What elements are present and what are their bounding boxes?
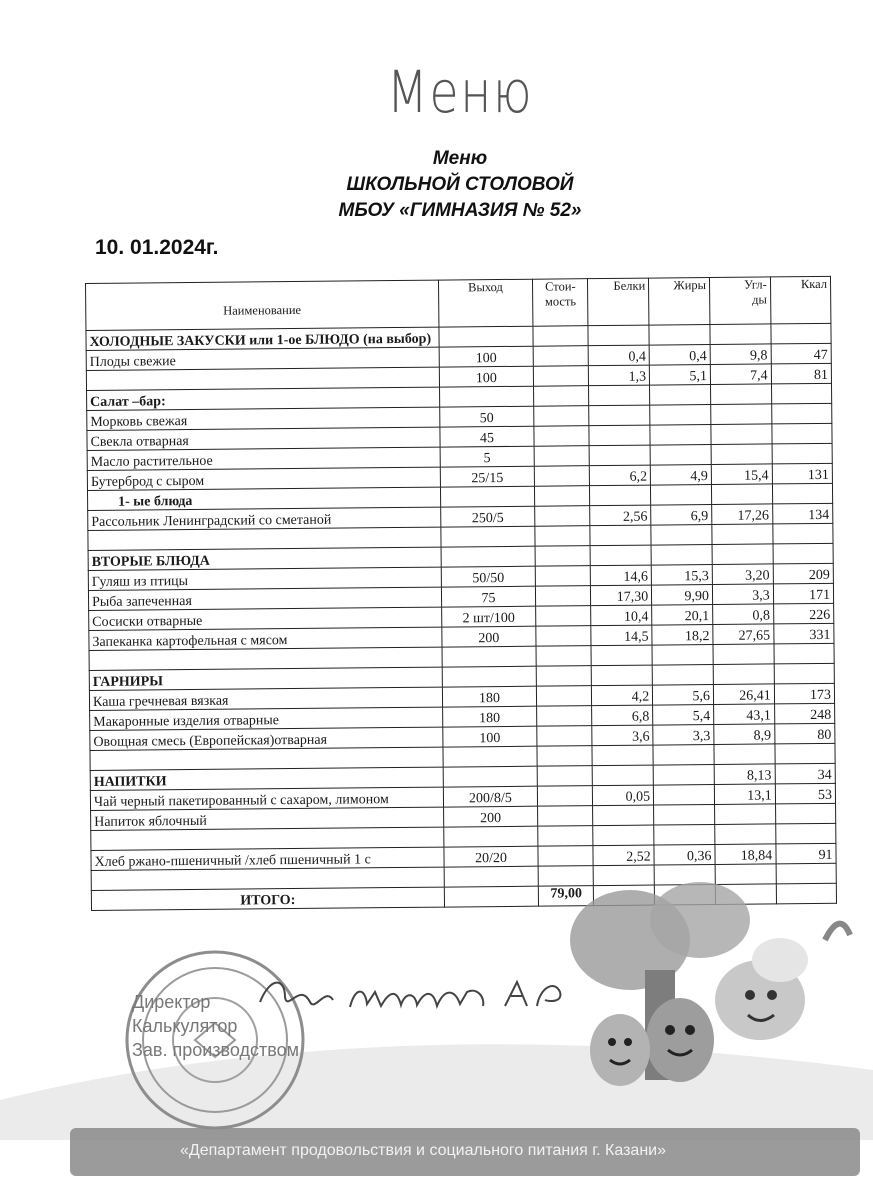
item-fat-cell <box>650 424 711 445</box>
item-carbs-cell: 9,8 <box>710 344 771 365</box>
item-cost-cell <box>536 646 591 667</box>
item-kcal-cell: 248 <box>774 703 834 724</box>
item-cost-cell <box>534 406 589 427</box>
item-kcal-cell <box>775 743 835 764</box>
item-fat-cell: 6,9 <box>651 504 712 525</box>
item-name-cell: Свекла отварная <box>87 427 440 450</box>
col-header-fat: Жиры <box>649 278 710 326</box>
item-carbs-cell: 3,3 <box>712 584 773 605</box>
director-label: Директор <box>132 992 211 1012</box>
item-name-cell: Рассольник Ленинградский со сметаной <box>88 507 441 530</box>
col-header-output: Выход <box>438 279 533 327</box>
item-carbs-cell: 43,1 <box>714 704 775 725</box>
item-output-cell <box>443 826 538 847</box>
item-cost-cell <box>536 666 591 687</box>
item-carbs-cell <box>711 484 772 505</box>
item-kcal-cell <box>772 483 832 504</box>
item-protein-cell: 1,3 <box>589 365 650 386</box>
item-name-cell: Рыба запеченная <box>88 587 441 610</box>
item-fat-cell: 5,1 <box>649 365 710 386</box>
total-empty-cell <box>444 886 539 907</box>
item-kcal-cell <box>773 543 833 564</box>
item-kcal-cell: 47 <box>771 343 831 364</box>
item-carbs-cell <box>710 384 771 405</box>
item-carbs-cell: 8,13 <box>714 764 775 785</box>
item-carbs-cell: 0,8 <box>713 604 774 625</box>
item-name-cell: Масло растительное <box>87 447 440 470</box>
item-output-cell <box>441 526 536 547</box>
item-carbs-cell: 13,1 <box>714 784 775 805</box>
item-protein-cell: 14,5 <box>591 625 652 646</box>
item-kcal-cell: 81 <box>771 363 831 384</box>
item-protein-cell <box>591 645 652 666</box>
item-fat-cell: 18,2 <box>652 624 713 645</box>
item-name-cell: Макаронные изделия отварные <box>90 707 443 730</box>
item-protein-cell <box>592 665 653 686</box>
item-carbs-cell: 17,26 <box>712 504 773 525</box>
item-carbs-cell: 26,41 <box>713 684 774 705</box>
item-fat-cell: 0,36 <box>654 844 715 865</box>
item-output-cell <box>439 326 534 347</box>
item-kcal-cell <box>772 423 832 444</box>
item-name-cell: Салат –бар: <box>87 387 440 410</box>
item-carbs-cell <box>712 524 773 545</box>
signature-block <box>132 990 299 1062</box>
item-kcal-cell: 34 <box>775 763 835 784</box>
handwritten-signature-icon <box>255 972 615 1022</box>
item-carbs-cell <box>711 444 772 465</box>
item-kcal-cell: 80 <box>774 723 834 744</box>
item-protein-cell <box>589 405 650 426</box>
item-kcal-cell: 91 <box>776 843 836 864</box>
item-output-cell: 200/8/5 <box>443 786 538 807</box>
item-fat-cell <box>654 804 715 825</box>
item-carbs-cell <box>712 544 773 565</box>
item-fat-cell <box>653 764 714 785</box>
menu-table <box>85 276 837 911</box>
item-fat-cell: 9,90 <box>652 584 713 605</box>
item-fat-cell <box>651 484 712 505</box>
item-name-cell: Напиток яблочный <box>91 807 444 830</box>
item-output-cell: 100 <box>439 346 534 367</box>
item-output-cell <box>439 386 534 407</box>
item-protein-cell: 6,8 <box>592 705 653 726</box>
item-carbs-cell: 18,84 <box>715 844 776 865</box>
item-fat-cell: 5,6 <box>653 684 714 705</box>
item-protein-cell <box>593 825 654 846</box>
item-name-cell: ГАРНИРЫ <box>89 667 442 690</box>
item-output-cell: 2 шт/100 <box>441 606 536 627</box>
item-carbs-cell <box>715 804 776 825</box>
item-fat-cell <box>652 664 713 685</box>
item-cost-cell <box>534 446 589 467</box>
item-name-cell: Овощная смесь (Европейская)отварная <box>90 727 443 750</box>
item-kcal-cell: 331 <box>774 623 834 644</box>
header-line-3: МБОУ «ГИМНАЗИЯ № 52» <box>338 200 582 221</box>
item-protein-cell: 10,4 <box>591 605 652 626</box>
item-cost-cell <box>537 726 592 747</box>
item-name-cell: Плоды свежие <box>86 347 439 370</box>
item-kcal-cell <box>775 823 835 844</box>
item-cost-cell <box>537 686 592 707</box>
item-cost-cell <box>538 846 593 867</box>
item-protein-cell: 3,6 <box>592 725 653 746</box>
item-name-cell: ВТОРЫЕ БЛЮДА <box>88 547 441 570</box>
item-cost-cell <box>536 586 591 607</box>
item-fat-cell: 5,4 <box>653 704 714 725</box>
item-cost-cell <box>533 346 588 367</box>
item-fat-cell: 20,1 <box>652 604 713 625</box>
item-output-cell <box>442 666 537 687</box>
item-cost-cell <box>534 466 589 487</box>
footer-text: «Департамент продовольствия и социального питания г. Казани» <box>180 1142 666 1159</box>
item-cost-cell <box>535 526 590 547</box>
item-output-cell: 50/50 <box>441 566 536 587</box>
col-header-cost: Стои- мость <box>533 279 589 327</box>
item-output-cell <box>444 866 539 887</box>
item-kcal-cell <box>771 403 831 424</box>
item-output-cell: 180 <box>442 706 537 727</box>
item-kcal-cell <box>771 383 831 404</box>
item-output-cell: 20/20 <box>444 846 539 867</box>
item-name-cell: Запеканка картофельная с мясом <box>89 627 442 650</box>
item-name-cell: Гуляш из птицы <box>88 567 441 590</box>
item-protein-cell <box>590 445 651 466</box>
item-carbs-cell <box>713 644 774 665</box>
header-line-1: Меню <box>432 148 488 169</box>
document-header <box>180 146 740 224</box>
item-kcal-cell: 209 <box>773 563 833 584</box>
item-name-cell: Чай черный пакетированный с сахаром, лимоном <box>90 787 443 810</box>
item-protein-cell <box>589 385 650 406</box>
item-carbs-cell <box>711 424 772 445</box>
item-carbs-cell: 8,9 <box>714 724 775 745</box>
item-kcal-cell: 173 <box>774 683 834 704</box>
item-fat-cell: 3,3 <box>653 724 714 745</box>
item-output-cell: 100 <box>439 366 534 387</box>
item-carbs-cell: 15,4 <box>711 464 772 485</box>
item-cost-cell <box>535 506 590 527</box>
item-carbs-cell: 3,20 <box>712 564 773 585</box>
item-carbs-cell <box>715 824 776 845</box>
production-manager-label: Зав. производством <box>132 1040 299 1060</box>
item-output-cell <box>440 486 535 507</box>
item-kcal-cell <box>772 443 832 464</box>
item-fat-cell <box>650 404 711 425</box>
item-cost-cell <box>538 826 593 847</box>
item-carbs-cell <box>710 324 771 345</box>
item-output-cell: 25/15 <box>440 466 535 487</box>
item-cost-cell <box>537 706 592 727</box>
item-protein-cell <box>589 425 650 446</box>
item-carbs-cell <box>714 744 775 765</box>
item-output-cell <box>442 646 537 667</box>
item-protein-cell: 0,4 <box>589 345 650 366</box>
item-cost-cell <box>537 766 592 787</box>
item-fat-cell <box>650 385 711 406</box>
item-cost-cell <box>538 786 593 807</box>
item-protein-cell: 0,05 <box>593 785 654 806</box>
item-output-cell: 180 <box>442 686 537 707</box>
item-kcal-cell <box>774 643 834 664</box>
item-cost-cell <box>535 546 590 567</box>
item-cost-cell <box>537 746 592 767</box>
item-protein-cell <box>590 525 651 546</box>
item-protein-cell <box>590 545 651 566</box>
item-carbs-cell <box>713 664 774 685</box>
item-kcal-cell: 53 <box>775 783 835 804</box>
item-output-cell: 5 <box>440 446 535 467</box>
col-header-carbs: Угл- ды <box>709 277 770 325</box>
item-cost-cell <box>536 626 591 647</box>
item-output-cell: 50 <box>439 406 534 427</box>
item-name-cell: Бутерброд с сыром <box>87 467 440 490</box>
item-cost-cell <box>533 366 588 387</box>
item-cost-cell <box>535 486 590 507</box>
item-output-cell: 200 <box>443 806 538 827</box>
col-header-name: Наименование <box>86 280 439 330</box>
item-protein-cell <box>593 765 654 786</box>
item-fat-cell <box>651 544 712 565</box>
item-protein-cell: 2,56 <box>590 505 651 526</box>
item-protein-cell: 14,6 <box>591 565 652 586</box>
item-kcal-cell: 131 <box>772 463 832 484</box>
item-carbs-cell <box>711 404 772 425</box>
item-name-cell: НАПИТКИ <box>90 767 443 790</box>
table-header-row <box>86 276 831 330</box>
calculator-label: Калькулятор <box>132 1016 238 1036</box>
item-output-cell: 75 <box>441 586 536 607</box>
item-fat-cell <box>654 784 715 805</box>
item-name-cell: 1- ые блюда <box>87 487 440 510</box>
item-fat-cell: 15,3 <box>651 564 712 585</box>
item-protein-cell <box>593 805 654 826</box>
item-cost-cell <box>533 326 588 347</box>
item-name-cell: Хлеб ржано-пшеничный /хлеб пшеничный 1 с <box>91 847 444 870</box>
item-output-cell: 100 <box>443 726 538 747</box>
item-fat-cell <box>652 644 713 665</box>
item-kcal-cell <box>773 523 833 544</box>
item-cost-cell <box>534 426 589 447</box>
item-carbs-cell: 27,65 <box>713 624 774 645</box>
header-line-2: ШКОЛЬНОЙ СТОЛОВОЙ <box>346 174 574 195</box>
item-cost-cell <box>535 566 590 587</box>
item-protein-cell: 4,2 <box>592 685 653 706</box>
item-fat-cell <box>653 744 714 765</box>
item-name-cell: Морковь свежая <box>87 407 440 430</box>
item-protein-cell <box>590 485 651 506</box>
item-fat-cell: 4,9 <box>650 464 711 485</box>
item-output-cell <box>443 766 538 787</box>
item-fat-cell: 0,4 <box>649 345 710 366</box>
item-fat-cell <box>654 824 715 845</box>
item-name-cell: Каша гречневая вязкая <box>89 687 442 710</box>
item-kcal-cell <box>771 323 831 344</box>
item-fat-cell <box>649 325 710 346</box>
col-header-kcal: Ккал <box>770 276 831 324</box>
total-value: 79,00 <box>538 886 593 907</box>
item-kcal-cell <box>775 803 835 824</box>
item-output-cell: 45 <box>440 426 535 447</box>
item-protein-cell: 17,30 <box>591 585 652 606</box>
item-output-cell <box>441 546 536 567</box>
item-cost-cell <box>538 806 593 827</box>
item-cost-cell <box>534 386 589 407</box>
item-kcal-cell: 171 <box>773 583 833 604</box>
item-fat-cell <box>651 524 712 545</box>
item-name-cell: Сосиски отварные <box>89 607 442 630</box>
item-output-cell <box>443 746 538 767</box>
menu-date: 10. 01.2024г. <box>95 236 219 259</box>
item-kcal-cell: 134 <box>772 503 832 524</box>
item-cost-cell <box>536 606 591 627</box>
col-header-protein: Белки <box>588 278 649 326</box>
item-kcal-cell: 226 <box>773 603 833 624</box>
item-output-cell: 200 <box>442 626 537 647</box>
menu-table-body <box>86 323 836 890</box>
item-output-cell: 250/5 <box>440 506 535 527</box>
item-name-cell: ХОЛОДНЫЕ ЗАКУСКИ или 1-ое БЛЮДО (на выбор) <box>86 327 439 350</box>
handwritten-title: Меню <box>386 58 534 126</box>
item-kcal-cell <box>774 663 834 684</box>
item-protein-cell: 6,2 <box>590 465 651 486</box>
item-carbs-cell: 7,4 <box>710 364 771 385</box>
item-fat-cell <box>650 444 711 465</box>
item-protein-cell: 2,52 <box>593 845 654 866</box>
item-protein-cell <box>588 325 649 346</box>
total-label: ИТОГО: <box>91 887 444 910</box>
item-protein-cell <box>592 745 653 766</box>
